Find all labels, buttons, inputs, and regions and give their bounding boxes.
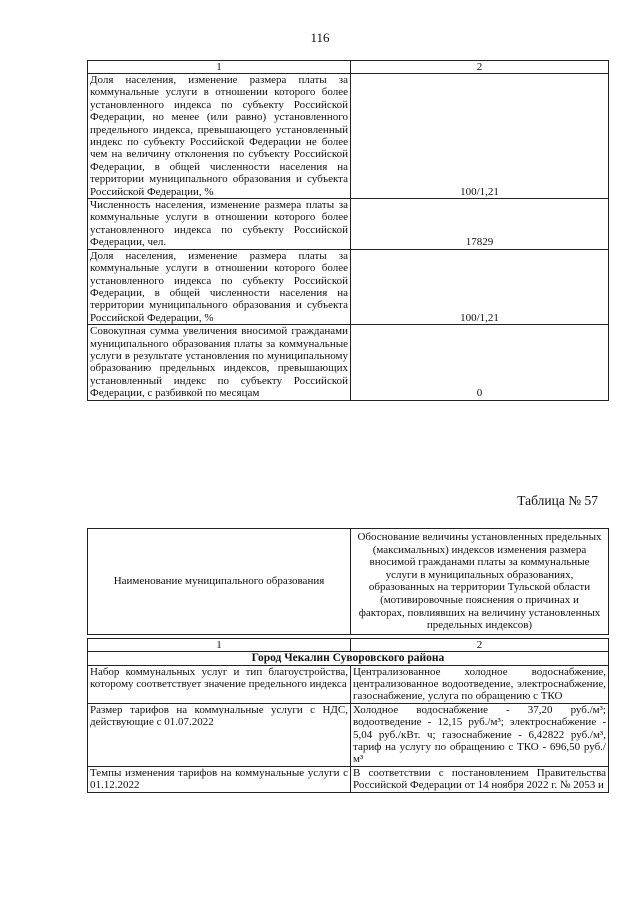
row-value: 0 bbox=[351, 325, 609, 400]
table-row bbox=[88, 199, 609, 250]
table-row bbox=[88, 665, 609, 703]
row-value: В соответствии с постановлением Правительства Российской Федерации от 14 ноября 2022 г. № 2053 и bbox=[351, 766, 609, 792]
header-col-2: 2 bbox=[351, 61, 609, 74]
row-label: Набор коммунальных услуг и тип благоустройства, которому соответствует значение предельного индекса bbox=[88, 665, 351, 703]
head-justification: Обоснование величины установленных предельных (максимальных) индексов изменения размера вносимой гражданами платы за коммунальные услуги в муниципальных образованиях, образованных на территории Тульской области (мотивировочные пояснения о причинах и факторах, повлиявших на величину установленных предельных индексов) bbox=[351, 529, 609, 635]
row-label: Доля населения, изменение размера платы за коммунальные услуги в отношении которого более установленного индекса по субъекту Российской Федерации, но менее (или равно) установленного предельного индекса, превышающего установленный индекс по субъекту Российской Федерации не более чем на величину отклонения по субъекту Российской Федерации, в общей численности населения на территории муниципального образования и субъекта Российской Федерации, % bbox=[88, 74, 351, 199]
table-row bbox=[88, 766, 609, 792]
table-title: Таблица № 57 bbox=[517, 493, 598, 508]
row-label: Доля населения, изменение размера платы за коммунальные услуги в отношении которого более установленного индекса по субъекту Российской Федерации, в общей численности населения на территории муниципального образования и субъекта Российской Федерации, % bbox=[88, 249, 351, 324]
city-name: Город Чекалин Суворовского района bbox=[88, 652, 609, 665]
row-label: Размер тарифов на коммунальные услуги с НДС, действующие с 01.07.2022 bbox=[88, 703, 351, 766]
header-col-1: 1 bbox=[88, 61, 351, 74]
row-label: Совокупная сумма увеличения вносимой гражданами муниципального образования платы за коммунальные услуги в результате установления по муниципальному образованию предельных индексов, превышающих установленный индекс по субъекту Российской Федерации, с разбивкой по месяцам bbox=[88, 325, 351, 400]
row-value: 17829 bbox=[351, 199, 609, 250]
row-label: Темпы изменения тарифов на коммунальные услуги с 01.12.2022 bbox=[88, 766, 351, 792]
table-row bbox=[88, 249, 609, 324]
column-number-1: 1 bbox=[88, 638, 351, 651]
table-row bbox=[88, 325, 609, 400]
index-table-continued bbox=[87, 60, 609, 401]
table-row bbox=[88, 74, 609, 199]
page-number: 116 bbox=[310, 30, 330, 45]
row-value: 100/1,21 bbox=[351, 249, 609, 324]
table-head-row bbox=[88, 529, 609, 635]
column-number-row bbox=[88, 638, 609, 651]
row-value: Холодное водоснабжение - 37,20 руб./м³; водоотведение - 12,15 руб./м³; электроснабжение - 5,04 руб./кВт. ч; газоснабжение - 6,42822 руб./м³, тариф на услугу по обращению с ТКО - 696,50 руб./м³ bbox=[351, 703, 609, 766]
justification-table bbox=[87, 528, 609, 793]
head-municipality: Наименование муниципального образования bbox=[88, 529, 351, 635]
row-value: 100/1,21 bbox=[351, 74, 609, 199]
row-value: Централизованное холодное водоснабжение, централизованное водоотведение, электроснабжение, газоснабжение, услуга по обращению с ТКО bbox=[351, 665, 609, 703]
column-number-2: 2 bbox=[351, 638, 609, 651]
row-label: Численность населения, изменение размера платы за коммунальные услуги в отношении которого более установленного индекса по субъекту Российской Федерации, чел. bbox=[88, 199, 351, 250]
table-row bbox=[88, 703, 609, 766]
table-header-row bbox=[88, 61, 609, 74]
city-row bbox=[88, 652, 609, 665]
